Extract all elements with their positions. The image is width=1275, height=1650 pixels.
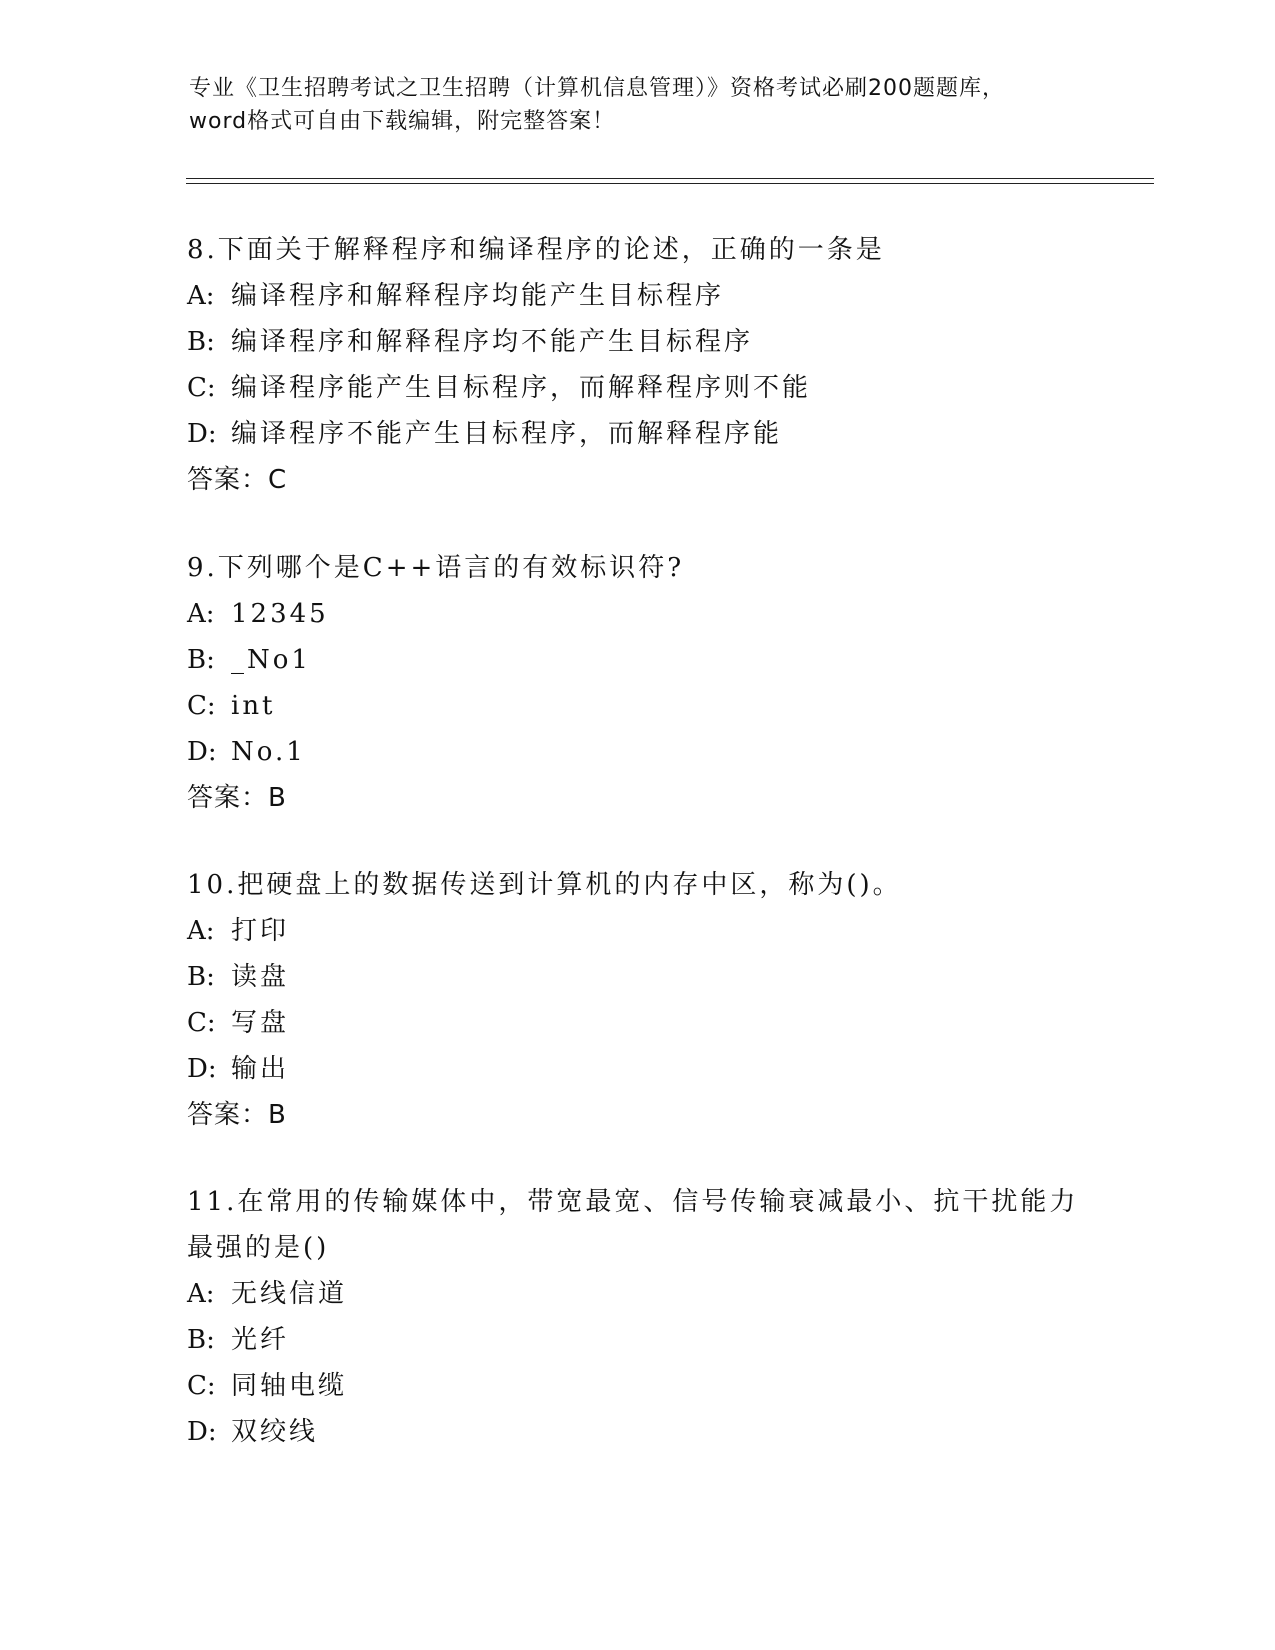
option-text: 双绞线 [231, 1417, 319, 1447]
option-a [187, 273, 1087, 319]
header-title-line-2: word格式可自由下载编辑，附完整答案！ [189, 109, 616, 134]
header-divider-bottom [186, 183, 1154, 184]
question-stem [187, 1179, 1087, 1271]
question-8 [187, 227, 1087, 503]
option-c [187, 1363, 1087, 1409]
option-text: 编译程序不能产生目标程序，而解释程序能 [231, 419, 783, 449]
question-stem [187, 227, 1087, 273]
option-text: 输出 [231, 1054, 290, 1084]
header-divider-top [186, 178, 1154, 179]
question-9 [187, 545, 1087, 821]
option-d [187, 1409, 1087, 1455]
option-letter: B: [187, 327, 215, 357]
option-d [187, 411, 1087, 457]
option-c [187, 1000, 1087, 1046]
option-letter: B: [187, 962, 215, 992]
option-letter: D: [187, 737, 217, 767]
header-title-line-1: 专业《卫生招聘考试之卫生招聘（计算机信息管理）》资格考试必刷200题题库， [189, 76, 1005, 101]
option-letter: C: [187, 1008, 216, 1038]
question-stem-line: 11.在常用的传输媒体中，带宽最宽、信号传输衰减最小、抗干扰能力 [187, 1187, 1079, 1217]
option-c [187, 683, 1087, 729]
answer-line: 答案：C [187, 465, 288, 495]
option-d [187, 729, 1087, 775]
question-10 [187, 862, 1087, 1138]
answer-line: 答案：B [187, 1100, 287, 1130]
option-letter: A: [187, 599, 215, 629]
option-a [187, 591, 1087, 637]
option-letter: A: [187, 916, 215, 946]
option-a [187, 908, 1087, 954]
option-text: 读盘 [231, 962, 290, 992]
option-a [187, 1271, 1087, 1317]
option-text: 12345 [231, 599, 329, 629]
option-letter: C: [187, 691, 216, 721]
option-letter: C: [187, 1371, 216, 1401]
option-text: No.1 [231, 737, 306, 767]
option-text: 编译程序能产生目标程序，而解释程序则不能 [231, 373, 812, 403]
option-b [187, 319, 1087, 365]
option-letter: D: [187, 1054, 217, 1084]
option-text: _No1 [231, 645, 311, 675]
option-text: 无线信道 [231, 1279, 348, 1309]
option-letter: D: [187, 1417, 217, 1447]
option-letter: C: [187, 373, 216, 403]
question-stem-line: 8.下面关于解释程序和编译程序的论述，正确的一条是 [187, 235, 885, 265]
question-stem [187, 545, 1087, 591]
option-letter: A: [187, 1279, 215, 1309]
question-stem [187, 862, 1087, 908]
question-11 [187, 1179, 1087, 1455]
option-letter: B: [187, 645, 215, 675]
answer-line: 答案：B [187, 783, 287, 813]
question-stem-line: 10.把硬盘上的数据传送到计算机的内存中区，称为()。 [187, 870, 902, 900]
question-stem-line: 最强的是() [187, 1233, 330, 1263]
option-text: 写盘 [231, 1008, 290, 1038]
option-text: 编译程序和解释程序均能产生目标程序 [231, 281, 725, 311]
option-text: 光纤 [231, 1325, 290, 1355]
option-letter: B: [187, 1325, 215, 1355]
option-b [187, 954, 1087, 1000]
option-d [187, 1046, 1087, 1092]
option-letter: D: [187, 419, 217, 449]
option-text: 编译程序和解释程序均不能产生目标程序 [231, 327, 754, 357]
option-b [187, 637, 1087, 683]
option-b [187, 1317, 1087, 1363]
option-text: 打印 [231, 916, 290, 946]
question-stem-line: 9.下列哪个是C++语言的有效标识符? [187, 553, 685, 583]
option-c [187, 365, 1087, 411]
option-text: 同轴电缆 [231, 1371, 348, 1401]
document-header [189, 72, 1089, 138]
option-letter: A: [187, 281, 215, 311]
option-text: int [231, 691, 276, 721]
